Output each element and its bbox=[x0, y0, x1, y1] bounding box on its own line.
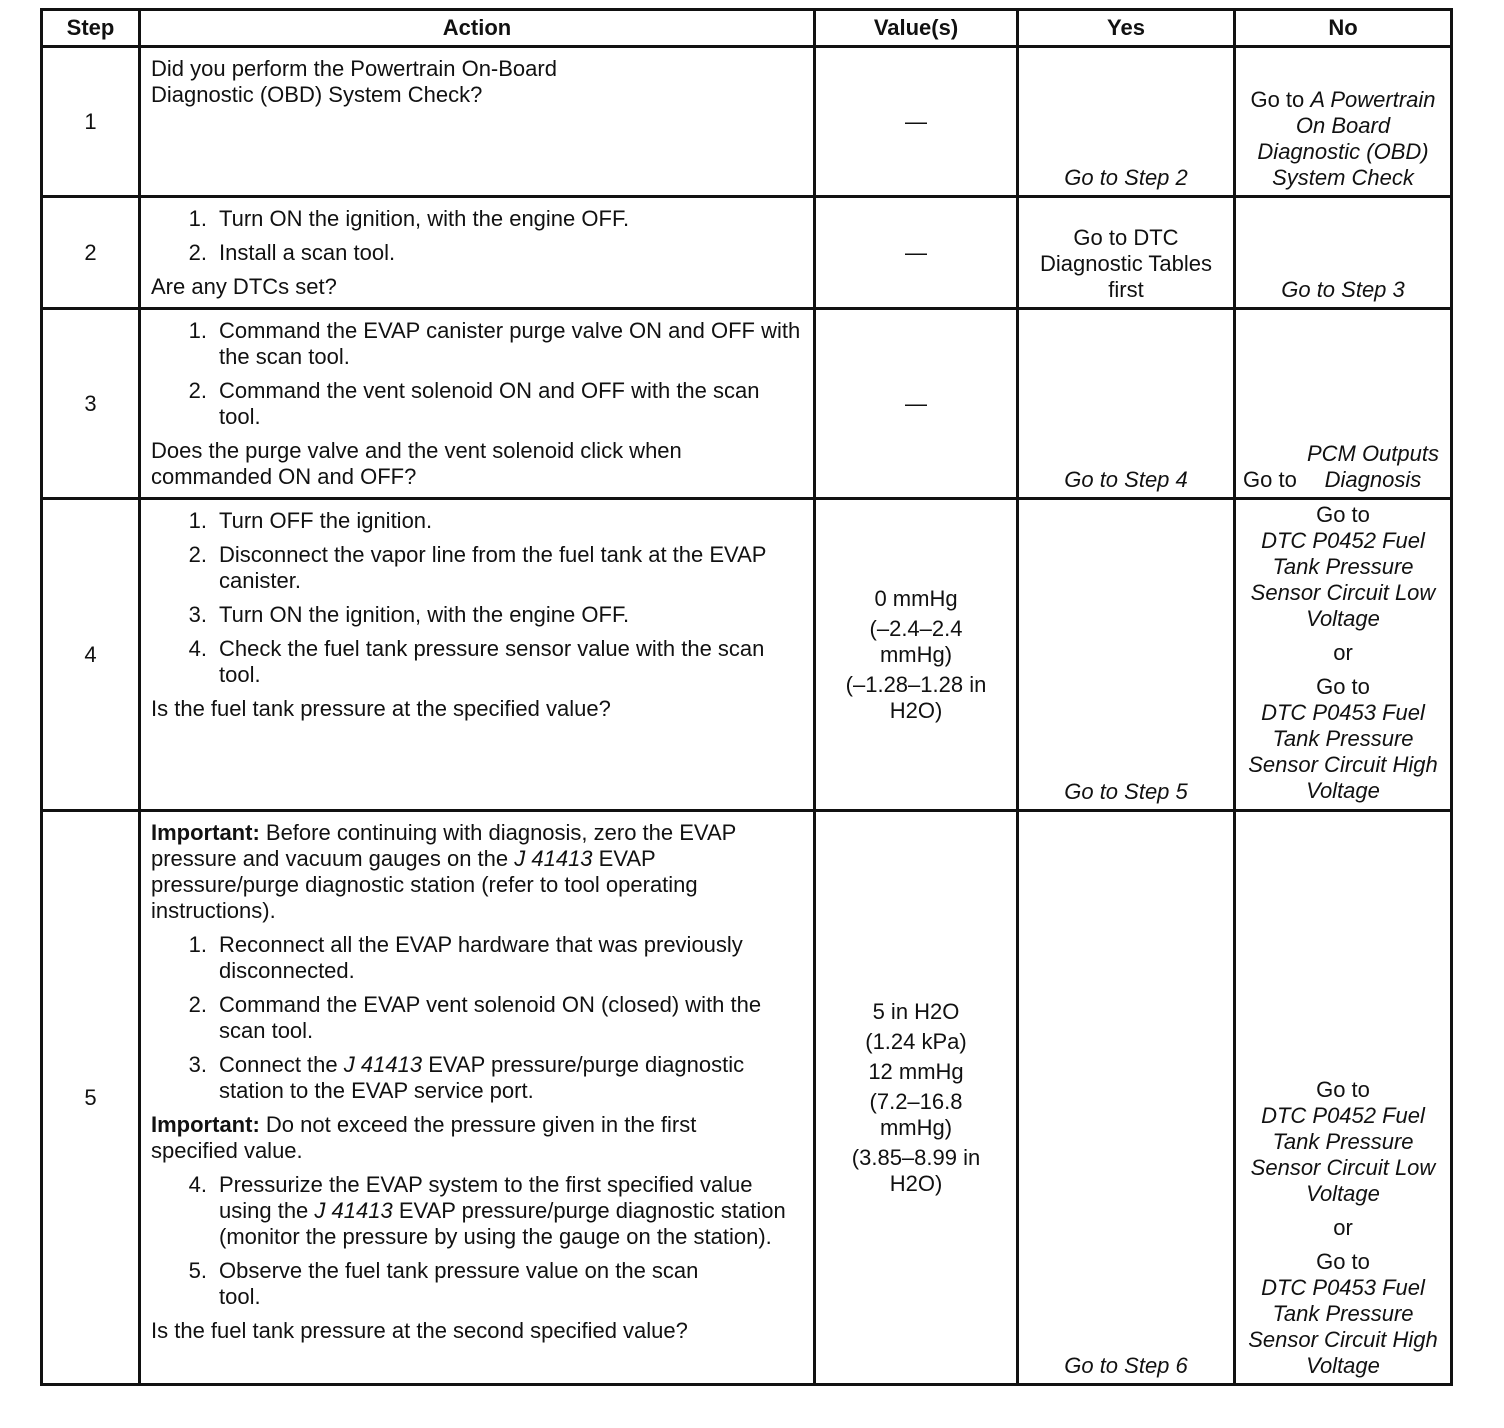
diagnostic-table bbox=[40, 8, 1453, 1386]
list-item: 1. Turn OFF the ignition. bbox=[188, 508, 433, 533]
no-cell bbox=[1235, 47, 1452, 197]
step-list bbox=[151, 206, 803, 266]
list-item: 1. Reconnect all the EVAP hardware that was previously disconnected. bbox=[188, 932, 743, 983]
yes-link[interactable]: Go to Step 6 bbox=[1064, 1353, 1188, 1378]
header-row bbox=[42, 10, 1452, 47]
no-link[interactable]: Go to Step 3 bbox=[1281, 277, 1405, 302]
list-item: 2. Disconnect the vapor line from the fuel tank at the EVAP canister. bbox=[188, 542, 767, 593]
list-item: 2. Command the EVAP vent solenoid ON (closed) with the scan tool. bbox=[188, 992, 762, 1043]
list-item: 5. Observe the fuel tank pressure value on the scan tool. bbox=[188, 1258, 699, 1309]
header-yes: Yes bbox=[1018, 10, 1235, 47]
action-cell bbox=[140, 499, 815, 811]
step-number: 4 bbox=[42, 499, 140, 811]
list-item: 4. Pressurize the EVAP system to the first specified value using the J 41413 EVAP pressure/purge diagnostic station (monitor the pressure by using the gauge on the station). bbox=[188, 1172, 786, 1249]
list-item: 1. Turn ON the ignition, with the engine OFF. bbox=[188, 206, 630, 231]
table-row bbox=[42, 811, 1452, 1385]
value-cell bbox=[815, 811, 1018, 1385]
action-question: Are any DTCs set? bbox=[151, 274, 337, 299]
header-no: No bbox=[1235, 10, 1452, 47]
no-link[interactable]: DTC P0452 Fuel Tank Pressure Sensor Circuit Low Voltage bbox=[1250, 1103, 1436, 1206]
no-or: or bbox=[1333, 1215, 1353, 1240]
value-line: (–2.4–2.4 mmHg) bbox=[869, 615, 963, 667]
important-note: Important: Before continuing with diagnosis, zero the EVAP pressure and vacuum gauges on the J 41413 EVAP pressure/purge diagnostic station (refer to tool operating instructions). bbox=[151, 820, 736, 923]
important-note: Important: Do not exceed the pressure given in the first specified value. bbox=[151, 1112, 697, 1163]
table-row bbox=[42, 197, 1452, 309]
no-prefix: Go to bbox=[1243, 467, 1297, 492]
step-number: 2 bbox=[42, 197, 140, 309]
no-prefix: Go to bbox=[1250, 87, 1305, 112]
table-row bbox=[42, 309, 1452, 499]
value-line: (7.2–16.8 mmHg) bbox=[869, 1088, 963, 1140]
yes-link[interactable]: Go to Step 5 bbox=[1064, 779, 1188, 804]
no-prefix: Go to bbox=[1316, 1077, 1370, 1102]
step-number: 1 bbox=[42, 47, 140, 197]
action-cell bbox=[140, 309, 815, 499]
list-item: 2. Install a scan tool. bbox=[188, 240, 396, 265]
no-link[interactable]: DTC P0453 Fuel Tank Pressure Sensor Circuit High Voltage bbox=[1248, 699, 1438, 803]
value-line: 5 in H2O bbox=[872, 998, 960, 1024]
action-cell bbox=[140, 811, 815, 1385]
yes-cell bbox=[1018, 499, 1235, 811]
value-line: 12 mmHg bbox=[868, 1058, 964, 1084]
value-cell: — bbox=[815, 309, 1018, 499]
action-question: Is the fuel tank pressure at the second specified value? bbox=[151, 1318, 688, 1343]
yes-cell bbox=[1018, 197, 1235, 309]
no-link[interactable]: DTC P0452 Fuel Tank Pressure Sensor Circuit Low Voltage bbox=[1250, 527, 1436, 631]
important-label: Important: bbox=[151, 1112, 260, 1137]
yes-link[interactable]: Go to Step 2 bbox=[1064, 165, 1188, 190]
no-cell bbox=[1235, 309, 1452, 499]
value-line: (–1.28–1.28 in H2O) bbox=[845, 671, 987, 723]
header-step: Step bbox=[42, 10, 140, 47]
action-cell bbox=[140, 47, 815, 197]
value-cell: — bbox=[815, 197, 1018, 309]
no-prefix: Go to bbox=[1316, 1249, 1370, 1274]
step-number: 3 bbox=[42, 309, 140, 499]
no-prefix: Go to bbox=[1316, 501, 1370, 527]
action-question: Is the fuel tank pressure at the specified value? bbox=[151, 696, 611, 721]
yes-link[interactable]: Go to Step 4 bbox=[1064, 467, 1188, 492]
value-cell bbox=[815, 499, 1018, 811]
action-cell bbox=[140, 197, 815, 309]
step-number: 5 bbox=[42, 811, 140, 1385]
no-cell bbox=[1235, 197, 1452, 309]
list-item: 1. Command the EVAP canister purge valve ON and OFF with the scan tool. bbox=[188, 318, 801, 369]
value-cell: — bbox=[815, 47, 1018, 197]
list-item: 3. Turn ON the ignition, with the engine OFF. bbox=[188, 602, 630, 627]
action-question: Does the purge valve and the vent solenoid click when commanded ON and OFF? bbox=[151, 438, 682, 489]
yes-cell bbox=[1018, 811, 1235, 1385]
tool-ref: J 41413 bbox=[514, 846, 593, 871]
list-item: 2. Command the vent solenoid ON and OFF with the scan tool. bbox=[188, 378, 760, 429]
value-line: (3.85–8.99 in H2O) bbox=[851, 1144, 981, 1196]
step-list bbox=[151, 1172, 803, 1310]
step-list bbox=[151, 318, 803, 430]
no-cell bbox=[1235, 499, 1452, 811]
value-line: (1.24 kPa) bbox=[865, 1028, 967, 1054]
header-action: Action bbox=[140, 10, 815, 47]
yes-link[interactable]: Go to DTC Diagnostic Tables first bbox=[1039, 225, 1213, 302]
yes-cell bbox=[1018, 47, 1235, 197]
list-item: 3. Connect the J 41413 EVAP pressure/purge diagnostic station to the EVAP service port. bbox=[188, 1052, 745, 1103]
table-row bbox=[42, 47, 1452, 197]
no-or: or bbox=[1333, 639, 1353, 665]
table-row bbox=[42, 499, 1452, 811]
no-cell bbox=[1235, 811, 1452, 1385]
value-line: 0 mmHg bbox=[874, 585, 958, 611]
no-prefix: Go to bbox=[1316, 673, 1370, 699]
header-value: Value(s) bbox=[815, 10, 1018, 47]
list-item: 4. Check the fuel tank pressure sensor value with the scan tool. bbox=[188, 636, 765, 687]
important-label: Important: bbox=[151, 820, 260, 845]
step-list bbox=[151, 932, 803, 1104]
no-link[interactable]: PCM Outputs Diagnosis bbox=[1306, 441, 1439, 492]
step-list bbox=[151, 508, 803, 688]
no-link[interactable]: A Powertrain On Board Diagnostic (OBD) System Check bbox=[1257, 87, 1436, 190]
yes-cell bbox=[1018, 309, 1235, 499]
action-question: Did you perform the Powertrain On-Board Diagnostic (OBD) System Check? bbox=[151, 56, 557, 107]
no-link[interactable]: DTC P0453 Fuel Tank Pressure Sensor Circuit High Voltage bbox=[1248, 1275, 1438, 1378]
